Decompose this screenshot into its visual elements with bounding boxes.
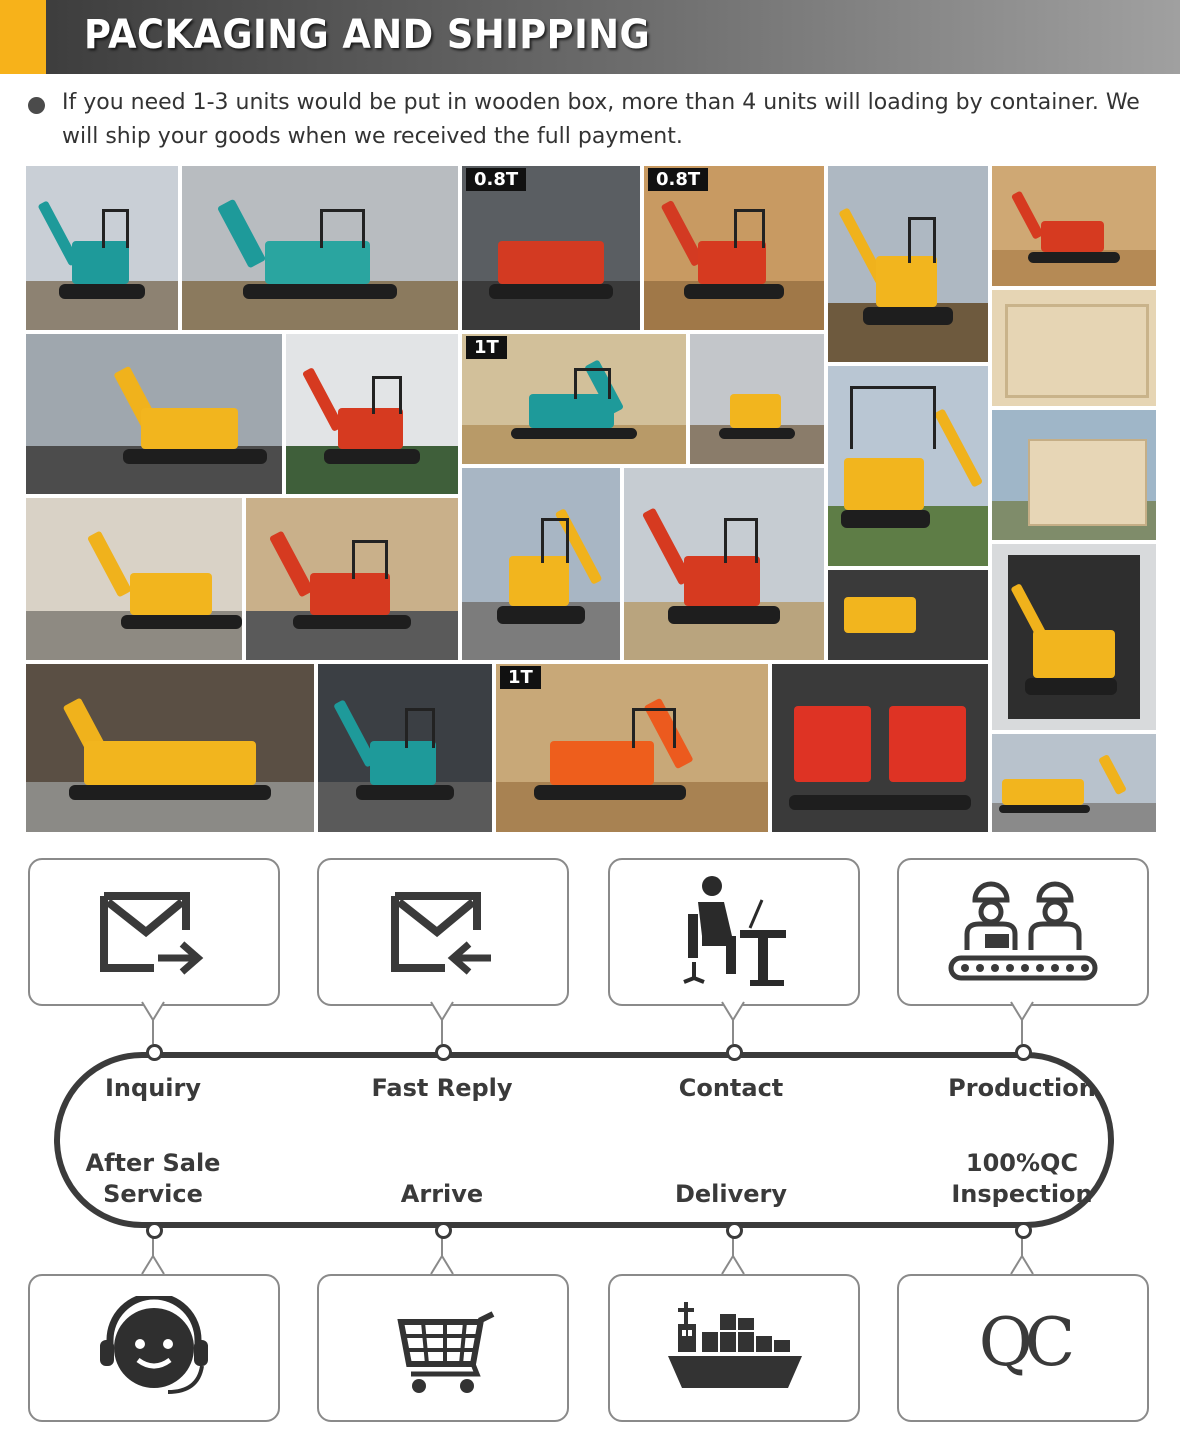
step-line [621,1148,841,1179]
step-production: Production [948,1074,1096,1102]
step-qc-inspection [912,1148,1132,1210]
step-line: 100%QC [965,1149,1079,1177]
process-node [1015,1044,1032,1061]
tonnage-label: 0.8T [466,168,526,191]
step-delivery [621,1148,841,1210]
shipping-note: If you need 1-3 units would be put in wooden box, more than 4 units will loading by container. We will ship your goods when we received the full payment. [62,90,1140,149]
process-node [726,1044,743,1061]
step-line [332,1148,552,1179]
card-arrive [317,1274,569,1422]
shopping-cart-icon [389,1306,499,1396]
process-node [146,1222,163,1239]
step-line: Service [103,1180,203,1208]
tonnage-label: 1T [500,666,541,689]
card-delivery [608,1274,860,1422]
step-line: Delivery [674,1180,788,1208]
tonnage-label: 1T [466,336,507,359]
tonnage-label: 0.8T [648,168,708,191]
process-node [1015,1222,1032,1239]
step-contact: Contact [678,1074,784,1102]
process-node [726,1222,743,1239]
section-title: PACKAGING AND SHIPPING [84,12,651,58]
step-after-sale-service [43,1148,263,1210]
step-arrive [332,1148,552,1210]
card-after-sale-service [28,1274,280,1422]
step-line: Arrive [400,1180,484,1208]
step-line: After Sale [85,1149,221,1177]
qc-icon: QC [978,1304,1068,1381]
card-qc-inspection [897,1274,1149,1422]
step-line: Inspection [951,1180,1093,1208]
process-node [146,1044,163,1061]
process-node [435,1222,452,1239]
step-fast-reply: Fast Reply [371,1074,513,1102]
step-inquiry: Inquiry [105,1074,201,1102]
customer-service-icon [94,1296,214,1400]
cargo-ship-icon [666,1298,806,1394]
process-node [435,1044,452,1061]
